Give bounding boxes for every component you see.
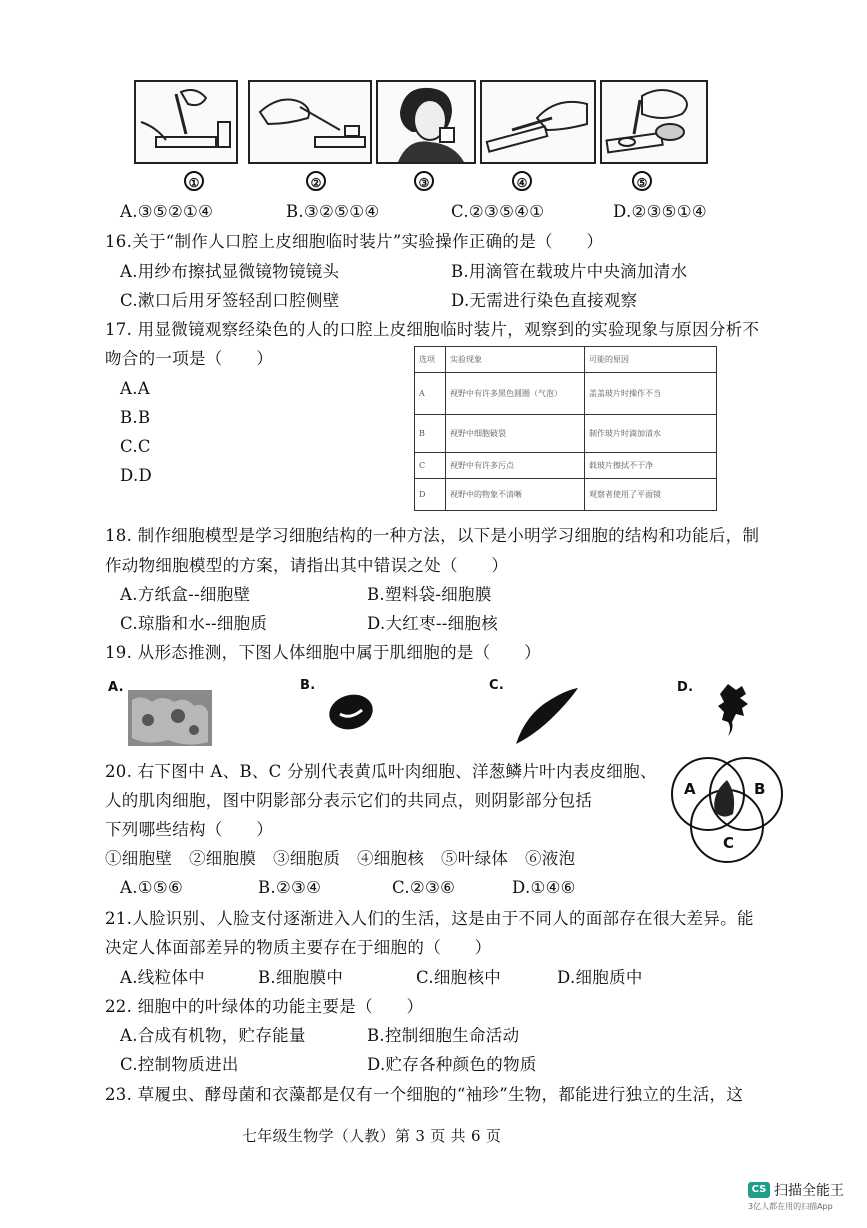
table-row [415,453,717,479]
q18-stem-line2: 作动物细胞模型的方案，请指出其中错误之处（ ） [105,556,509,575]
q15-option-b: B.③②⑤①④ [286,202,380,221]
figure-label-1: ① [184,171,204,191]
q19-option-b: B. [300,678,316,693]
q23-stem: 23. 草履虫、酵母菌和衣藻都是仅有一个细胞的“袖珍”生物，都能进行独立的生活，这 [105,1085,744,1104]
table-cell: D [415,479,446,511]
figure-step-1 [134,80,238,164]
q20-stem-line2: 人的肌肉细胞，图中阴影部分表示它们的共同点，则阴影部分包括 [105,791,593,810]
q18-option-c: C.琼脂和水--细胞质 [120,614,268,633]
table-cell: 视野中有许多黑色圆圈（气泡） [446,373,585,415]
q18-option-a: A.方纸盒--细胞壁 [120,585,251,604]
table-header-row [415,347,717,373]
q22-option-c: C.控制物质进出 [120,1055,239,1074]
q21-option-c: C.细胞核中 [416,968,502,987]
q21-option-b: B.细胞膜中 [258,968,344,987]
venn-label-b: B [754,780,766,798]
epithelial-tissue-image [128,690,212,746]
q22-stem: 22. 细胞中的叶绿体的功能主要是（ ） [105,997,424,1016]
q17-observation-table [414,346,717,511]
q21-stem-line2: 决定人体面部差异的物质主要存在于细胞的（ ） [105,938,492,957]
scanner-tagline: 3亿人都在用的扫描App [748,1202,833,1211]
figure-label-5: ⑤ [632,171,652,191]
q15-option-a: A.③⑤②①④ [120,202,214,221]
q18-stem-line1: 18. 制作细胞模型是学习细胞结构的一种方法，以下是小明学习细胞的结构和功能后，制 [105,526,760,545]
q21-stem-line1: 21.人脸识别、人脸支付逐渐进入人们的生活，这是由于不同人的面部存在很大差异。能 [105,909,754,928]
venn-label-a: A [684,780,696,798]
table-cell: 视野中细胞破裂 [446,415,585,453]
cs-logo-icon: CS [748,1182,770,1198]
q21-option-d: D.细胞质中 [557,968,643,987]
venn-label-c: C [723,834,735,852]
q20-option-d: D.①④⑥ [512,878,576,897]
person-rinsing-mouth-illustration [378,82,474,162]
table-cell: 观察者使用了平面镜 [585,479,717,511]
q17-option-d: D.D [120,466,153,485]
q19-stem: 19. 从形态推测，下图人体细胞中属于肌细胞的是（ ） [105,643,541,662]
toothpick-scrape-illustration [482,82,594,162]
table-cell: C [415,453,446,479]
table-cell: A [415,373,446,415]
figure-label-2: ② [306,171,326,191]
scanner-brand: 扫描全能王 [774,1183,844,1199]
q20-stem-line1: 20. 右下图中 A、B、C 分别代表黄瓜叶肉细胞、洋葱鳞片叶内表皮细胞、 [105,762,657,781]
table-header-cell: 实验现象 [446,347,585,373]
q16-option-d: D.无需进行染色直接观察 [451,291,638,310]
dropper-slide-illustration [136,82,236,162]
table-row [415,373,717,415]
muscle-cell-image [512,686,582,748]
red-blood-cell-image [326,692,376,732]
q20-stem-line3: 下列哪些结构（ ） [105,820,273,839]
q20-option-a: A.①⑤⑥ [120,878,184,897]
dropper-drop-illustration [602,82,706,162]
q22-option-a: A.合成有机物，贮存能量 [120,1026,306,1045]
q18-option-b: B.塑料袋-细胞膜 [367,585,492,604]
table-cell: 载玻片擦拭不干净 [585,453,717,479]
q17-stem-line1: 17. 用显微镜观察经染色的人的口腔上皮细胞临时装片，观察到的实验现象与原因分析不 [105,320,760,339]
table-header-cell: 选项 [415,347,446,373]
table-cell: 盖盖玻片时操作不当 [585,373,717,415]
q15-option-c: C.②③⑤④① [451,202,545,221]
table-cell: B [415,415,446,453]
figure-step-4 [480,80,596,164]
table-cell: 视野中有许多污点 [446,453,585,479]
q16-option-c: C.漱口后用牙签轻刮口腔侧壁 [120,291,340,310]
table-cell: 制作玻片时滴加清水 [585,415,717,453]
figure-label-3: ③ [414,171,434,191]
q17-stem-line2: 吻合的一项是（ ） [105,349,273,368]
q20-option-b: B.②③④ [258,878,322,897]
table-header-cell: 可能的原因 [585,347,717,373]
figure-step-5 [600,80,708,164]
figure-step-3 [376,80,476,164]
table-row [415,479,717,511]
q17-option-c: C.C [120,437,151,456]
q19-option-d: D. [677,680,694,695]
q20-structure-list: ①细胞壁 ②细胞膜 ③细胞质 ④细胞核 ⑤叶绿体 ⑥液泡 [105,849,576,868]
q15-option-d: D.②③⑤①④ [613,202,707,221]
nerve-cell-image [718,680,758,740]
q19-option-c: C. [489,678,505,693]
q18-option-d: D.大红枣--细胞核 [367,614,499,633]
q16-option-b: B.用滴管在载玻片中央滴加清水 [451,262,688,281]
table-cell: 视野中的物象不清晰 [446,479,585,511]
table-row [415,415,717,453]
q17-option-a: A.A [120,379,150,398]
scanner-watermark [748,1180,844,1200]
figure-step-2 [248,80,372,164]
q16-stem: 16.关于“制作人口腔上皮细胞临时装片”实验操作正确的是（ ） [105,232,604,251]
q17-option-b: B.B [120,408,151,427]
q21-option-a: A.线粒体中 [120,968,205,987]
page-footer: 七年级生物学（人教）第 3 页 共 6 页 [242,1127,502,1145]
q16-option-a: A.用纱布擦拭显微镜物镜镜头 [120,262,340,281]
q22-option-b: B.控制细胞生命活动 [367,1026,520,1045]
tweezers-coverslip-illustration [250,82,370,162]
q19-option-a: A. [108,680,124,695]
q22-option-d: D.贮存各种颜色的物质 [367,1055,537,1074]
q20-option-c: C.②③⑥ [392,878,456,897]
figure-label-4: ④ [512,171,532,191]
